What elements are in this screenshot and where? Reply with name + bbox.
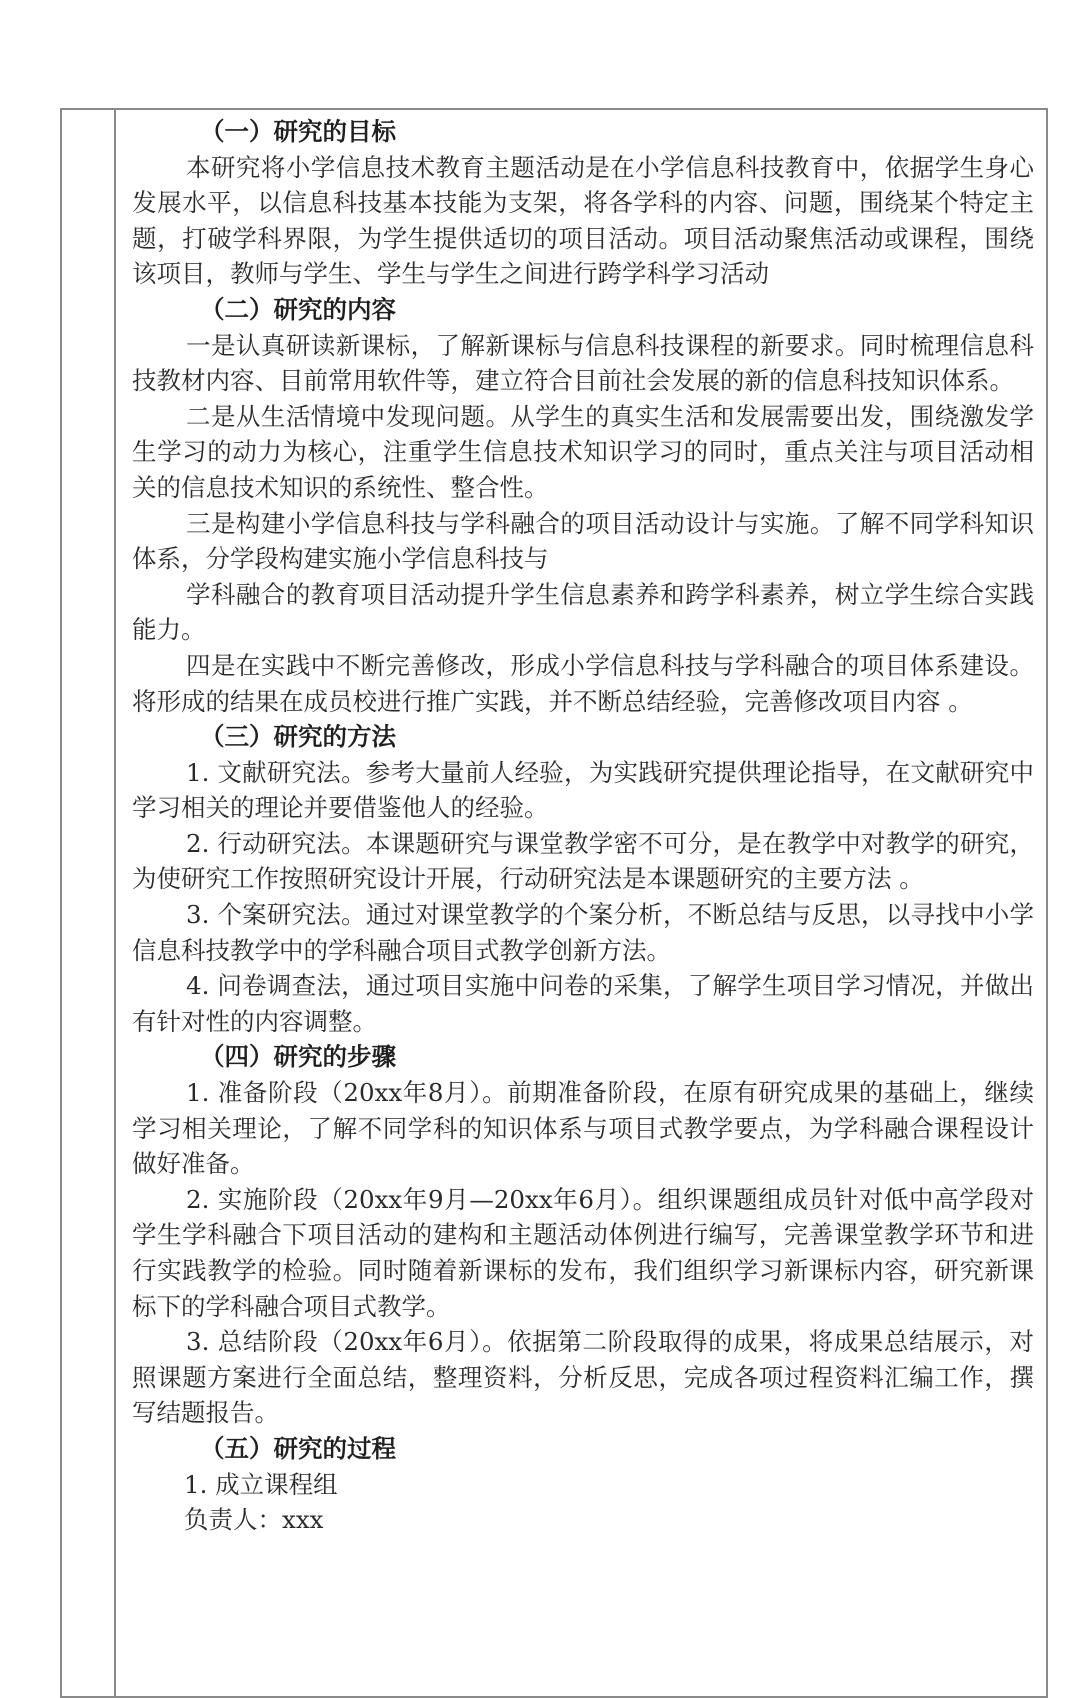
document-table (60, 108, 1048, 1698)
content-paragraph-3: 三是构建小学信息科技与学科融合的项目活动设计与实施。了解不同学科知识体系，分学段构建实施小学信息科技与 (132, 508, 1034, 574)
section-heading-process: （五）研究的过程 (200, 1433, 396, 1463)
method-paragraph-2: 2. 行动研究法。本课题研究与课堂教学密不可分，是在教学中对教学的研究，为使研究工作按照研究设计开展，行动研究法是本课题研究的主要方法 。 (132, 828, 1034, 894)
document-body (116, 110, 1046, 1538)
method-paragraph-4: 4. 问卷调查法，通过项目实施中问卷的采集，了解学生项目学习情况，并做出有针对性的内容调整。 (132, 971, 1034, 1036)
content-paragraph-3-continued: 学科融合的教育项目活动提升学生信息素养和跨学科素养，树立学生综合实践能力。 (132, 579, 1034, 645)
steps-paragraph-1: 1. 准备阶段（20xx年8月）。前期准备阶段，在原有研究成果的基础上，继续学习相关理论，了解不同学科的知识体系与项目式教学要点，为学科融合课程设计做好准备。 (132, 1078, 1034, 1179)
method-paragraph-1: 1. 文献研究法。参考大量前人经验，为实践研究提供理论指导，在文献研究中学习相关的理论并要借鉴他人的经验。 (132, 757, 1034, 823)
left-label-column (62, 110, 116, 1696)
content-paragraph-4: 四是在实践中不断完善修改，形成小学信息科技与学科融合的项目体系建设。将形成的结果在成员校进行推广实践，并不断总结经验，完善修改项目内容 。 (132, 650, 1034, 716)
section-heading-content: （二）研究的内容 (200, 294, 396, 324)
content-cell (116, 110, 1046, 1696)
section-heading-steps: （四）研究的步骤 (200, 1042, 396, 1072)
section-heading-goal: （一）研究的目标 (200, 117, 396, 146)
process-leader: 负责人：xxx (184, 1505, 324, 1535)
process-item-1: 1. 成立课程组 (184, 1469, 338, 1499)
steps-paragraph-3: 3. 总结阶段（20xx年6月）。依据第二阶段取得的成果，将成果总结展示，对照课题方案进行全面总结，整理资料，分析反思，完成各项过程资料汇编工作，撰写结题报告。 (132, 1327, 1034, 1428)
goal-paragraph: 本研究将小学信息技术教育主题活动是在小学信息科技教育中，依据学生身心发展水平，以信息科技基本技能为支架，将各学科的内容、问题，围绕某个特定主题，打破学科界限，为学生提供适切的项目活动。项目活动聚焦活动或课程，围绕该项目，教师与学生、学生与学生之间进行跨学科学习活动 (132, 152, 1034, 289)
content-paragraph-1: 一是认真研读新课标，了解新课标与信息科技课程的新要求。同时梳理信息科技教材内容、目前常用软件等，建立符合目前社会发展的新的信息科技知识体系。 (132, 330, 1034, 396)
content-paragraph-2: 二是从生活情境中发现问题。从学生的真实生活和发展需要出发，围绕激发学生学习的动力为核心，注重学生信息技术知识学习的同时，重点关注与项目活动相关的信息技术知识的系统性、整合性。 (132, 401, 1034, 502)
section-heading-method: （三）研究的方法 (200, 722, 396, 752)
steps-paragraph-2: 2. 实施阶段（20xx年9月—20xx年6月）。组织课题组成员针对低中高学段对学生学科融合下项目活动的建构和主题活动体例进行编写，完善课堂教学环节和进行实践教学的检验。同时随着新课标的发布，我们组织学习新课标内容，研究新课标下的学科融合项目式教学。 (132, 1184, 1034, 1321)
method-paragraph-3: 3. 个案研究法。通过对课堂教学的个案分析，不断总结与反思，以寻找中小学信息科技教学中的学科融合项目式教学创新方法。 (132, 900, 1034, 965)
